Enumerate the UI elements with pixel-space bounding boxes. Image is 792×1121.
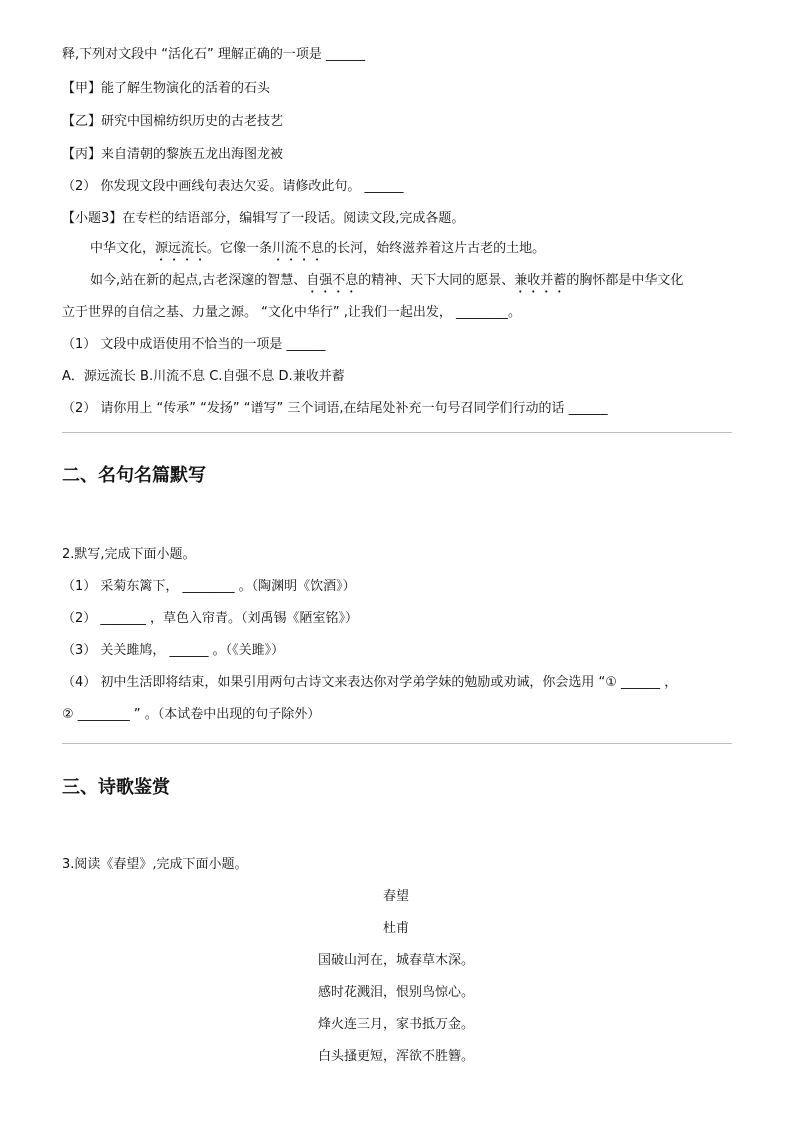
section-heading: 二、名句名篇默写 bbox=[62, 465, 206, 486]
passage-paragraph: 如今,站在新的起点,古老深邃的智慧、自强不息的精神、天下大同的愿景、兼收并蓄的胸怀都是中华文化 bbox=[90, 273, 684, 288]
emphasized-idiom: 自强不息 bbox=[306, 273, 359, 288]
fill-in-item: ② ________ ” 。（本试卷中出现的句子除外） bbox=[62, 707, 321, 722]
emphasized-idiom: 兼收并蓄 bbox=[514, 273, 567, 288]
question-text: （2） 你发现文段中画线句表达欠妥。请修改此句。 ______ bbox=[62, 179, 404, 194]
fill-in-item: （3） 关关雎鸠， ______ 。（《关雎》） bbox=[62, 643, 285, 658]
passage-paragraph: 立于世界的自信之基、力量之源。 “文化中华行” ,让我们一起出发， ________。 bbox=[62, 305, 521, 320]
section-heading: 三、诗歌鉴赏 bbox=[62, 777, 170, 798]
question-intro: 3.阅读《春望》,完成下面小题。 bbox=[62, 857, 248, 872]
question-text: （2） 请你用上 “传承” “发扬” “谱写” 三个词语,在结尾处补充一句号召同学们行动的话 ______ bbox=[62, 401, 608, 416]
section-divider bbox=[62, 743, 732, 744]
poem-title: 春望 bbox=[382, 889, 409, 904]
answer-options: A．源远流长 B.川流不息 C.自强不息 D.兼收并蓄 bbox=[62, 369, 345, 384]
option-jia: 【甲】能了解生物演化的活着的石头 bbox=[62, 81, 271, 96]
question-text: 释,下列对文段中 “活化石” 理解正确的一项是 ______ bbox=[62, 47, 365, 62]
fill-in-item: （2） _______ ，草色入帘青。（刘禹锡《陋室铭》） bbox=[62, 611, 359, 626]
fill-in-item: （4） 初中生活即将结束，如果引用两句古诗文来表达你对学弟学妹的勉励或劝诫，你会选用 “① ______ ， bbox=[62, 675, 678, 690]
emphasized-idiom: 川流不息 bbox=[272, 241, 325, 256]
poem-line: 白头搔更短，浑欲不胜簪。 bbox=[317, 1049, 474, 1064]
emphasized-idiom: 源远流长 bbox=[155, 241, 208, 256]
question-intro: 2.默写,完成下面小题。 bbox=[62, 547, 196, 562]
poem-line: 烽火连三月，家书抵万金。 bbox=[317, 1017, 474, 1032]
passage-paragraph: 中华文化，源远流长。它像一条川流不息的长河，始终滋养着这片古老的土地。 bbox=[90, 241, 546, 256]
fill-in-item: （1） 采菊东篱下， ________ 。（陶渊明《饮酒》） bbox=[62, 579, 356, 594]
option-bing: 【丙】来自清朝的黎族五龙出海图龙被 bbox=[62, 147, 284, 162]
poem-author: 杜甫 bbox=[382, 921, 409, 936]
section-divider bbox=[62, 432, 732, 433]
poem-line: 国破山河在，城春草木深。 bbox=[317, 953, 474, 968]
question-text: （1） 文段中成语使用不恰当的一项是 ______ bbox=[62, 337, 326, 352]
poem-line: 感时花溅泪，恨别鸟惊心。 bbox=[317, 985, 474, 1000]
question-text: 【小题3】在专栏的结语部分，编辑写了一段话。阅读文段,完成各题。 bbox=[62, 211, 465, 226]
option-yi: 【乙】研究中国棉纺织历史的古老技艺 bbox=[62, 114, 284, 129]
